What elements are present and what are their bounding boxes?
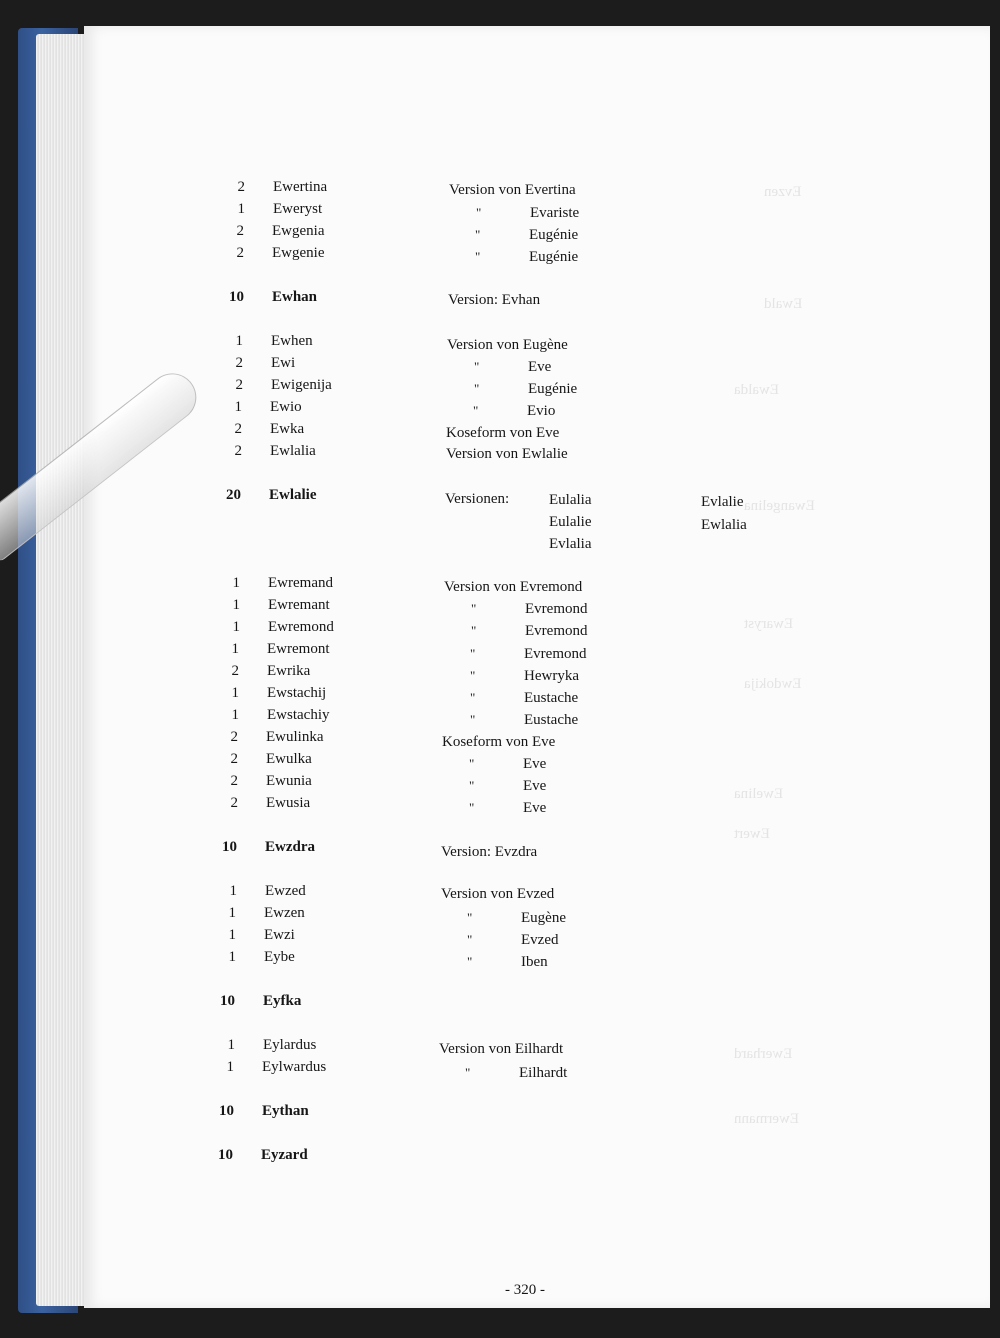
entry-count: 1	[232, 597, 240, 613]
page-number: - 320 -	[505, 1282, 545, 1298]
entry-name: Ewlalie	[269, 487, 317, 503]
show-through-word: Ewalda	[734, 382, 779, 398]
entry-name: Eybe	[264, 949, 295, 965]
ewlalie-version-5: Ewlalia	[701, 517, 747, 533]
entry-count: 2	[236, 245, 244, 261]
entry-note: Version von Eilhardt	[439, 1041, 564, 1057]
entry-name: Ewulinka	[266, 729, 324, 745]
entry-name: Eylwardus	[262, 1059, 327, 1075]
entry-name: Eylardus	[263, 1037, 317, 1053]
entry-note: Version von Evzed	[441, 886, 555, 902]
entry-count: 10	[219, 1103, 234, 1119]
entry-count: 1	[228, 949, 236, 965]
entry-count: 2	[236, 223, 244, 239]
entry-note: Evremond	[525, 601, 588, 617]
ewlalie-version-1: Eulalia	[549, 492, 592, 508]
show-through-word: Ewald	[764, 296, 803, 312]
entry-count: 1	[231, 685, 239, 701]
entry-note: Version: Evhan	[448, 292, 541, 308]
ditto-mark: "	[471, 623, 477, 638]
ditto-mark: "	[470, 668, 476, 683]
entry-count: 10	[229, 289, 244, 305]
entry-count: 1	[232, 575, 240, 591]
entry-name: Ewstachij	[267, 685, 327, 701]
entry-name: Ewio	[270, 399, 302, 415]
entry-name: Ewhen	[271, 333, 313, 349]
page-edges	[36, 34, 90, 1306]
show-through-word: Ewermann	[734, 1111, 799, 1127]
entry-note: Version von Ewlalie	[446, 446, 568, 462]
entry-note: Koseform von Eve	[442, 734, 556, 750]
entry-count: 2	[230, 751, 238, 767]
ditto-mark: "	[471, 601, 477, 616]
ewlalie-version-2: Eulalie	[549, 514, 592, 530]
entry-note: Eustache	[524, 690, 579, 706]
entry-name: Ewzed	[265, 883, 306, 899]
entry-name: Ewremand	[268, 575, 333, 591]
entry-name: Ewremant	[268, 597, 330, 613]
entry-name: Ewusia	[266, 795, 311, 811]
entry-name: Ewka	[270, 421, 305, 437]
entry-name: Ewzi	[264, 927, 295, 943]
show-through-word: Ewangelina	[744, 498, 815, 514]
entry-count: 2	[234, 421, 242, 437]
entry-note: Evremond	[525, 623, 588, 639]
ditto-mark: "	[470, 712, 476, 727]
ditto-mark: "	[469, 778, 475, 793]
entry-note: Version von Evertina	[449, 182, 576, 198]
entry-note: Eugénie	[529, 249, 579, 265]
ditto-mark: "	[475, 249, 481, 264]
ditto-mark: "	[474, 359, 480, 374]
entry-note: Evariste	[530, 205, 580, 221]
ditto-mark: "	[475, 227, 481, 242]
entry-name: Eweryst	[273, 201, 323, 217]
entry-name: Ewgenia	[272, 223, 325, 239]
entry-note: Eustache	[524, 712, 579, 728]
entry-name: Ewstachiy	[267, 707, 330, 723]
entry-note: Eve	[523, 756, 547, 772]
entry-count: 2	[237, 179, 245, 195]
ditto-mark: "	[474, 381, 480, 396]
entry-name: Ewzen	[264, 905, 305, 921]
ditto-mark: "	[467, 910, 473, 925]
entry-note: Eilhardt	[519, 1065, 568, 1081]
ditto-mark: "	[465, 1065, 471, 1080]
entry-count: 1	[231, 641, 239, 657]
entry-name: Eythan	[262, 1103, 309, 1119]
entry-count: 1	[234, 399, 242, 415]
entry-name: Ewlalia	[270, 443, 316, 459]
entry-count: 2	[234, 443, 242, 459]
entry-name: Ewi	[271, 355, 296, 371]
entry-note: Koseform von Eve	[446, 425, 560, 441]
entry-name: Ewhan	[272, 289, 318, 305]
entry-count: 10	[220, 993, 235, 1009]
entry-note: Evzed	[521, 932, 559, 948]
entry-count: 1	[229, 883, 237, 899]
entry-count: 1	[228, 905, 236, 921]
entry-count: 1	[232, 619, 240, 635]
show-through-word: Ewerhard	[734, 1046, 793, 1062]
entry-note: Version: Evzdra	[441, 844, 538, 860]
entry-note: Eugénie	[528, 381, 578, 397]
entry-count: 2	[230, 795, 238, 811]
entry-note: Eve	[523, 800, 547, 816]
entry-name: Ewunia	[266, 773, 312, 789]
entry-name: Ewzdra	[265, 839, 315, 855]
entry-count: 1	[227, 1037, 235, 1053]
entry-name: Ewigenija	[271, 377, 332, 393]
ditto-mark: "	[473, 403, 479, 418]
entry-note: Eugénie	[529, 227, 579, 243]
entry-count: 10	[222, 839, 237, 855]
entry-note: Version von Evremond	[444, 579, 583, 595]
entry-count: 2	[231, 663, 239, 679]
ditto-mark: "	[469, 756, 475, 771]
entry-note: Iben	[521, 954, 548, 970]
entry-note: Eve	[528, 359, 552, 375]
entry-count: 1	[235, 333, 243, 349]
show-through-word: Ewelina	[734, 786, 784, 802]
entry-count: 2	[230, 773, 238, 789]
entry-note: Eve	[523, 778, 547, 794]
entry-note: Evremond	[524, 646, 587, 662]
ditto-mark: "	[476, 205, 482, 220]
entry-count: 2	[230, 729, 238, 745]
show-through-word: Ewert	[734, 826, 770, 842]
entry-note: Evio	[527, 403, 556, 419]
entry-count: 1	[226, 1059, 234, 1075]
ditto-mark: "	[469, 800, 475, 815]
entry-name: Ewulka	[266, 751, 312, 767]
ewlalie-version-4: Evlalie	[701, 494, 744, 510]
entry-name: Ewremont	[267, 641, 330, 657]
entry-count: 2	[235, 355, 243, 371]
entry-count: 20	[226, 487, 241, 503]
show-through-word: Evzen	[764, 184, 802, 200]
entry-count: 1	[237, 201, 245, 217]
ditto-mark: "	[467, 954, 473, 969]
entry-name: Ewgenie	[272, 245, 325, 261]
entry-name: Ewrika	[267, 663, 311, 679]
entry-count: 10	[218, 1147, 233, 1163]
entry-count: 2	[235, 377, 243, 393]
show-through-word: Ewdokija	[744, 676, 802, 692]
entry-count: 1	[228, 927, 236, 943]
entry-note: Hewryka	[524, 668, 579, 684]
entry-name: Eyzard	[261, 1147, 308, 1163]
ditto-mark: "	[467, 932, 473, 947]
entry-name: Ewremond	[268, 619, 334, 635]
ditto-mark: "	[470, 646, 476, 661]
entry-name: Eyfka	[263, 993, 302, 1009]
entry-note: Version von Eugène	[447, 337, 568, 353]
ditto-mark: "	[470, 690, 476, 705]
show-through-word: Ewaryst	[744, 616, 794, 632]
entry-name: Ewertina	[273, 179, 328, 195]
ewlalie-version-3: Evlalia	[549, 536, 592, 552]
entry-note: Versionen:	[445, 491, 510, 507]
entry-count: 1	[231, 707, 239, 723]
entry-note: Eugène	[521, 910, 566, 926]
